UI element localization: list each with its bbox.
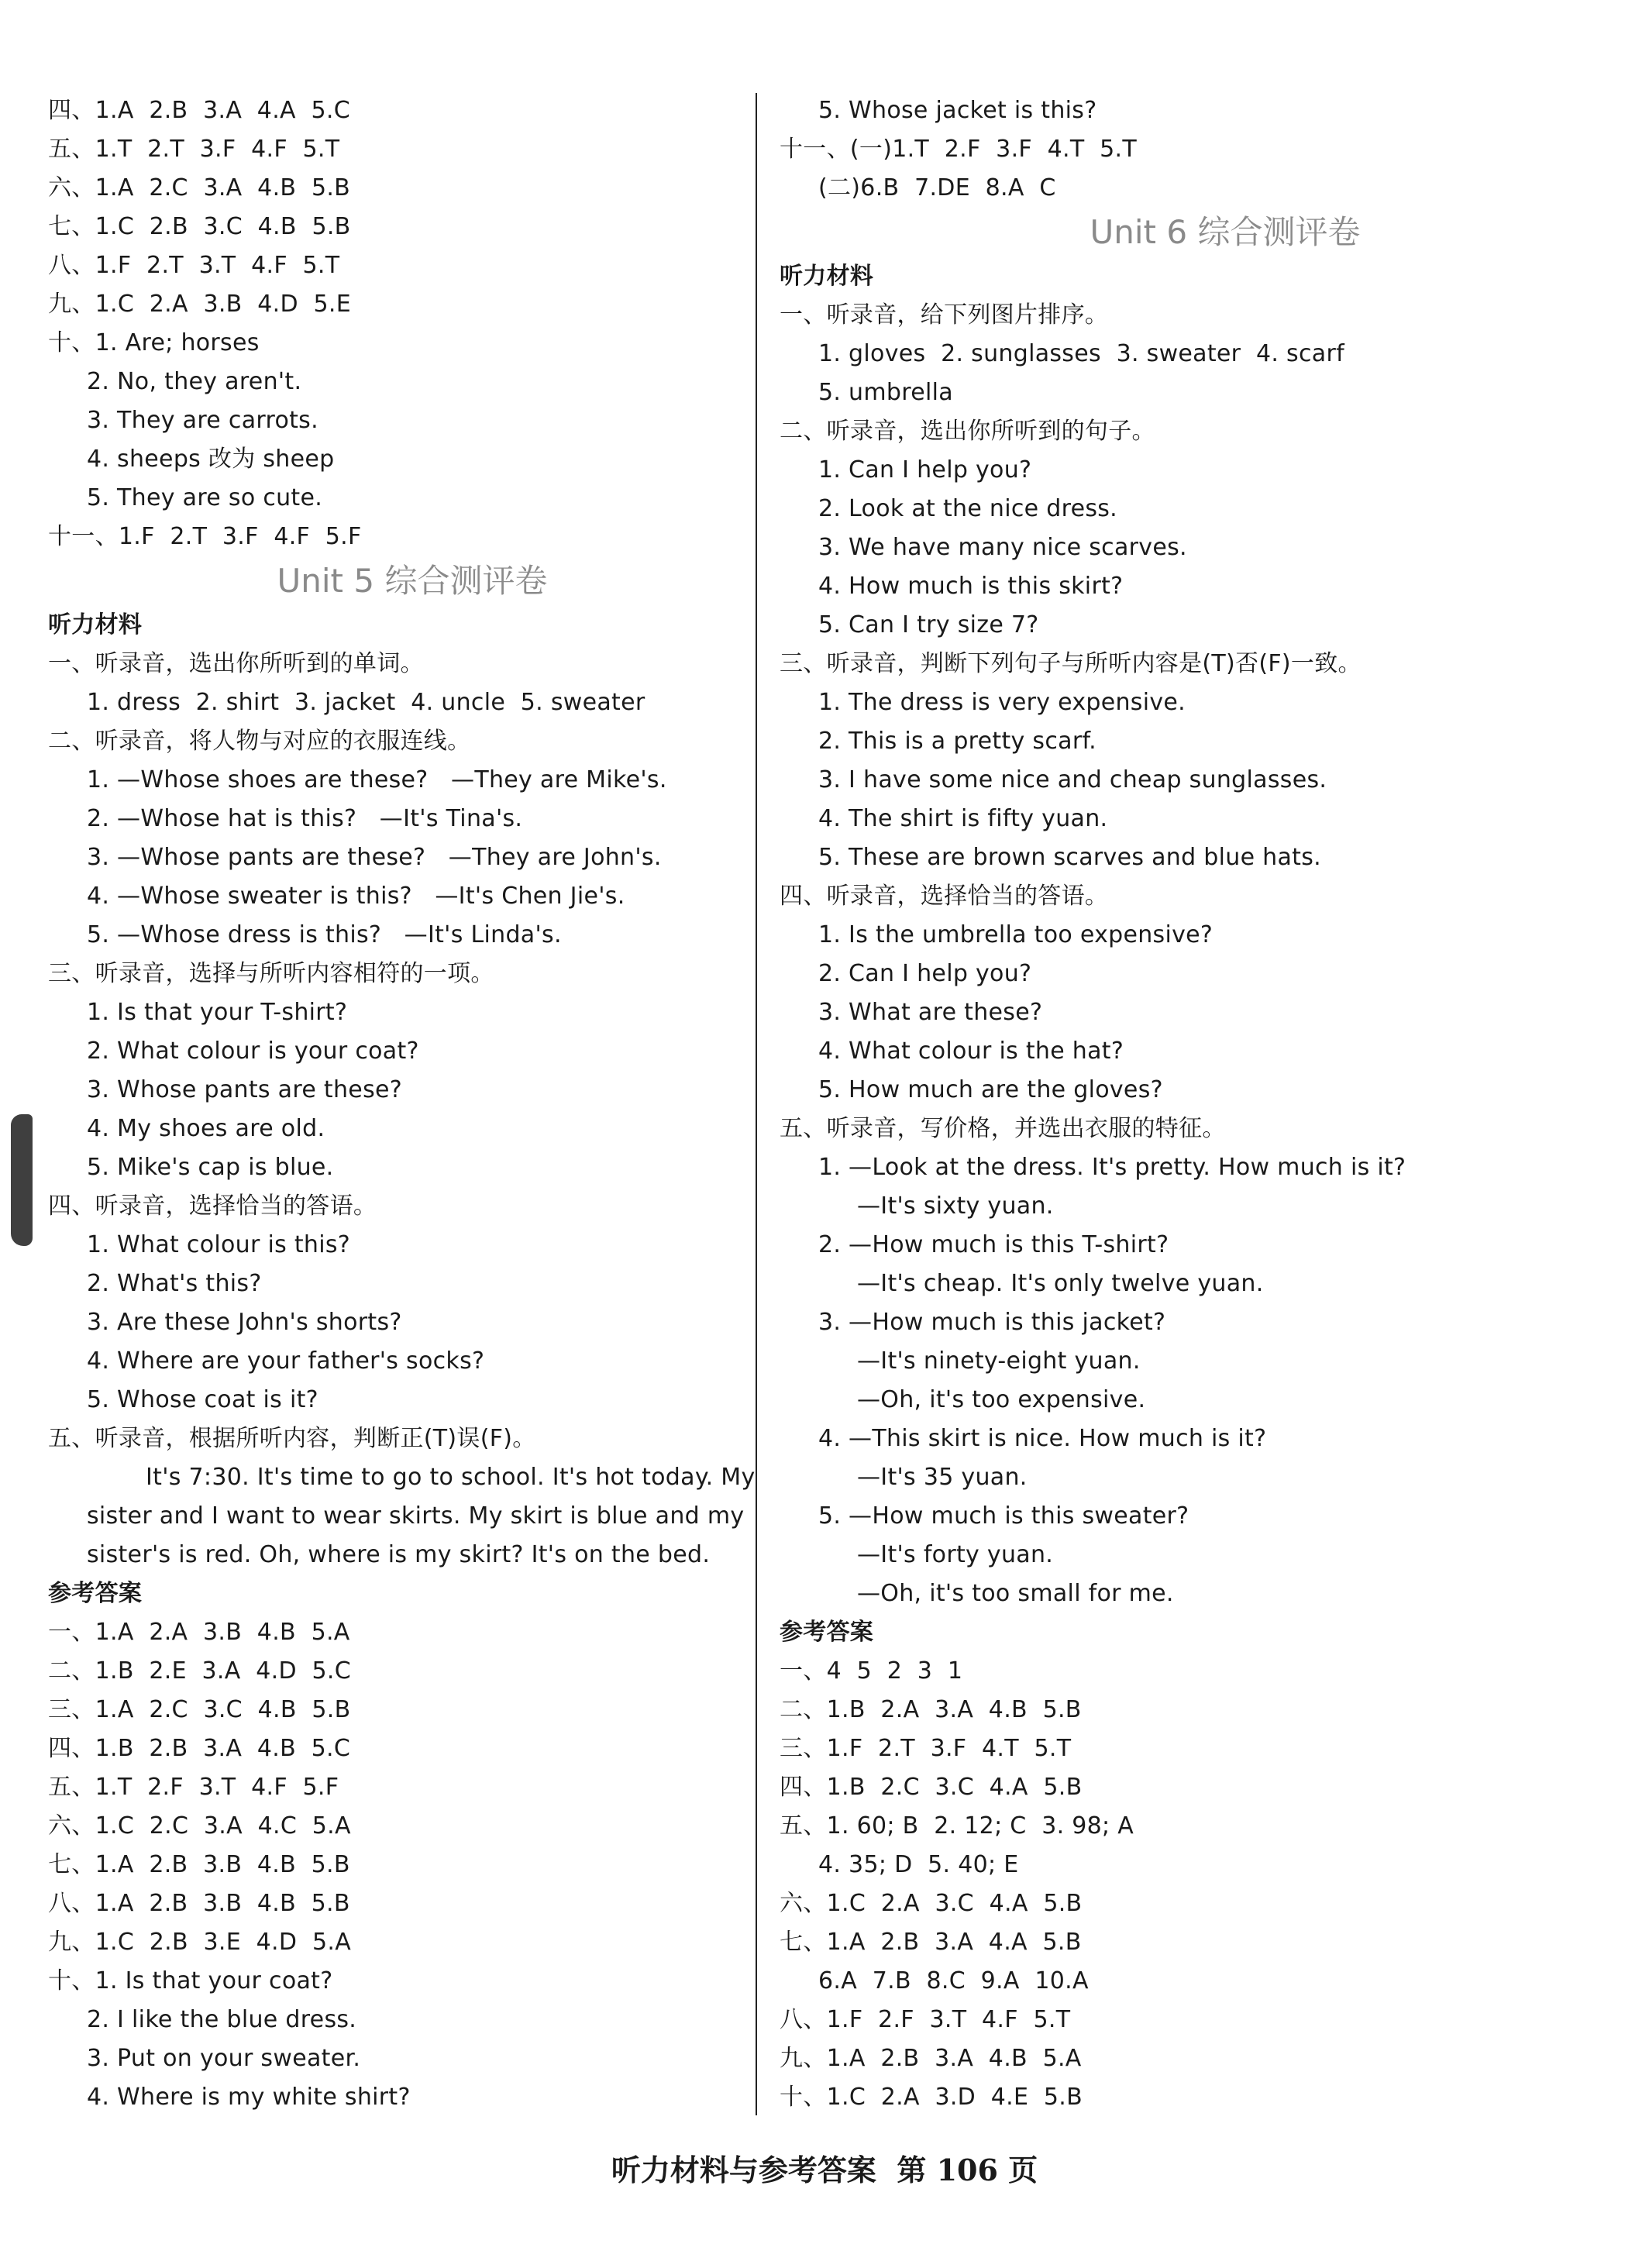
text-line: 4. 35; D 5. 40; E	[818, 1851, 1019, 1878]
text-line: 六、1.A 2.C 3.A 4.B 5.B	[48, 174, 351, 201]
right-column	[780, 91, 1601, 2117]
text-line: 三、听录音，判断下列句子与所听内容是(T)否(F)一致。	[780, 650, 1362, 677]
text-line: 5. —Whose dress is this? —It's Linda's.	[87, 921, 562, 948]
text-line: 3. I have some nice and cheap sunglasses.	[818, 766, 1327, 793]
text-line: 一、听录音，给下列图片排序。	[780, 301, 1109, 329]
text-line: 6.A 7.B 8.C 9.A 10.A	[818, 1967, 1089, 1994]
text-line: 二、听录音，选出你所听到的句子。	[780, 418, 1155, 445]
column-divider	[756, 93, 757, 2115]
text-line: 三、1.A 2.C 3.C 4.B 5.B	[48, 1696, 351, 1723]
text-line: —Oh, it's too expensive.	[857, 1386, 1146, 1413]
text-line: 1. What colour is this?	[87, 1231, 351, 1258]
text-line: 4. What colour is the hat?	[818, 1038, 1124, 1065]
text-line: 七、1.A 2.B 3.A 4.A 5.B	[780, 1929, 1082, 1956]
text-line: 四、听录音，选择恰当的答语。	[48, 1193, 377, 1220]
text-line: 5. They are so cute.	[87, 484, 323, 511]
text-line: sister's is red. Oh, where is my skirt? It's on the bed.	[87, 1541, 711, 1568]
text-line: 1. —Whose shoes are these? —They are Mike's.	[87, 766, 667, 793]
text-line: 3. They are carrots.	[87, 407, 318, 434]
text-line: 三、听录音，选择与所听内容相符的一项。	[48, 960, 494, 987]
text-line: 十、1. Is that your coat?	[48, 1967, 333, 1994]
text-line: 九、1.C 2.B 3.E 4.D 5.A	[48, 1929, 352, 1956]
text-line: 1. gloves 2. sunglasses 3. sweater 4. scarf	[818, 340, 1344, 367]
text-line: 四、1.B 2.B 3.A 4.B 5.C	[48, 1735, 351, 1762]
text-line: 5. These are brown scarves and blue hats.	[818, 844, 1321, 871]
text-line: 5. umbrella	[818, 379, 953, 406]
text-line: 十一、1.F 2.T 3.F 4.F 5.F	[48, 523, 362, 550]
text-line: 三、1.F 2.T 3.F 4.T 5.T	[780, 1735, 1072, 1762]
text-line: 二、听录音，将人物与对应的衣服连线。	[48, 728, 471, 755]
text-line: 六、1.C 2.C 3.A 4.C 5.A	[48, 1812, 351, 1840]
text-line: 5. Mike's cap is blue.	[87, 1154, 334, 1181]
text-line: 十、1. Are; horses	[48, 329, 260, 356]
text-line: 九、1.C 2.A 3.B 4.D 5.E	[48, 291, 352, 318]
section-heading: 参考答案	[780, 1619, 874, 1646]
text-line: 一、4 5 2 3 1	[780, 1657, 963, 1685]
text-line: 十一、(一)1.T 2.F 3.F 4.T 5.T	[780, 136, 1137, 163]
text-line: 2. What's this?	[87, 1270, 262, 1297]
text-line: 五、听录音，写价格，并选出衣服的特征。	[780, 1115, 1226, 1142]
text-line: 4. —This skirt is nice. How much is it?	[818, 1425, 1267, 1452]
text-line: 3. What are these?	[818, 999, 1043, 1026]
text-line: 4. The shirt is fifty yuan.	[818, 805, 1108, 832]
text-line: 四、听录音，选择恰当的答语。	[780, 883, 1109, 910]
text-line: 2. —How much is this T-shirt?	[818, 1231, 1169, 1258]
text-line: 4. Where are your father's socks?	[87, 1347, 485, 1375]
text-line: 八、1.A 2.B 3.B 4.B 5.B	[48, 1890, 350, 1917]
text-line: —It's ninety-eight yuan.	[857, 1347, 1141, 1375]
text-line: 4. My shoes are old.	[87, 1115, 325, 1142]
text-line: 八、1.F 2.T 3.T 4.F 5.T	[48, 252, 340, 279]
text-line: 四、1.B 2.C 3.C 4.A 5.B	[780, 1774, 1083, 1801]
text-line: 1. Is that your T-shirt?	[87, 999, 348, 1026]
text-line: 1. Is the umbrella too expensive?	[818, 921, 1214, 948]
text-line: 八、1.F 2.F 3.T 4.F 5.T	[780, 2006, 1071, 2033]
text-line: 五、1.T 2.T 3.F 4.F 5.T	[48, 136, 340, 163]
text-line: 2. This is a pretty scarf.	[818, 728, 1096, 755]
text-line: 4. sheeps 改为 sheep	[87, 446, 335, 473]
text-line: 四、1.A 2.B 3.A 4.A 5.C	[48, 97, 350, 124]
text-line: 5. —How much is this sweater?	[818, 1502, 1189, 1530]
text-line: 九、1.A 2.B 3.A 4.B 5.A	[780, 2045, 1082, 2072]
unit-title: Unit 6 综合测评卷	[1090, 213, 1361, 251]
text-line: —It's 35 yuan.	[857, 1464, 1028, 1491]
page-footer: 听力材料与参考答案 第 106 页	[611, 2153, 1038, 2187]
text-line: 二、1.B 2.E 3.A 4.D 5.C	[48, 1657, 352, 1685]
text-line: 1. Can I help you?	[818, 456, 1032, 484]
text-line: 5. How much are the gloves?	[818, 1076, 1163, 1103]
text-line: 二、1.B 2.A 3.A 4.B 5.B	[780, 1696, 1082, 1723]
text-line: 5. Whose jacket is this?	[818, 97, 1097, 124]
text-line: 一、1.A 2.A 3.B 4.B 5.A	[48, 1619, 350, 1646]
text-line: —It's sixty yuan.	[857, 1193, 1054, 1220]
text-line: 5. Whose coat is it?	[87, 1386, 318, 1413]
text-line: (二)6.B 7.DE 8.A C	[818, 174, 1056, 201]
section-heading: 听力材料	[780, 263, 874, 290]
text-line: —It's cheap. It's only twelve yuan.	[857, 1270, 1264, 1297]
text-line: —It's forty yuan.	[857, 1541, 1054, 1568]
text-line: 2. I like the blue dress.	[87, 2006, 357, 2033]
text-line: 3. Put on your sweater.	[87, 2045, 361, 2072]
text-line: 4. Where is my white shirt?	[87, 2084, 411, 2111]
text-line: 五、1. 60; B 2. 12; C 3. 98; A	[780, 1812, 1134, 1840]
text-line: 七、1.C 2.B 3.C 4.B 5.B	[48, 213, 351, 240]
text-line: 2. Can I help you?	[818, 960, 1032, 987]
text-line: 1. —Look at the dress. It's pretty. How much is it?	[818, 1154, 1406, 1181]
text-line: 2. Look at the nice dress.	[818, 495, 1118, 522]
text-line: 4. —Whose sweater is this? —It's Chen Jie's.	[87, 883, 625, 910]
text-line: —Oh, it's too small for me.	[857, 1580, 1174, 1607]
scan-smudge	[11, 1114, 33, 1246]
text-line: 5. Can I try size 7?	[818, 611, 1039, 638]
text-line: 五、1.T 2.F 3.T 4.F 5.F	[48, 1774, 339, 1801]
unit-title: Unit 5 综合测评卷	[277, 562, 548, 600]
text-line: 4. How much is this skirt?	[818, 573, 1124, 600]
text-line: 2. What colour is your coat?	[87, 1038, 419, 1065]
text-line: 六、1.C 2.A 3.C 4.A 5.B	[780, 1890, 1083, 1917]
text-line: 七、1.A 2.B 3.B 4.B 5.B	[48, 1851, 350, 1878]
text-line: 2. No, they aren't.	[87, 368, 302, 395]
text-line: 3. We have many nice scarves.	[818, 534, 1187, 561]
text-line: 2. —Whose hat is this? —It's Tina's.	[87, 805, 523, 832]
section-heading: 听力材料	[48, 611, 143, 638]
text-line: 3. —Whose pants are these? —They are John's.	[87, 844, 662, 871]
text-line: 一、听录音，选出你所听到的单词。	[48, 650, 424, 677]
text-line: 3. Are these John's shorts?	[87, 1309, 402, 1336]
text-line: 3. —How much is this jacket?	[818, 1309, 1166, 1336]
left-column	[48, 91, 756, 2117]
text-line: sister and I want to wear skirts. My skirt is blue and my	[87, 1502, 745, 1530]
text-line: 3. Whose pants are these?	[87, 1076, 402, 1103]
text-line: 五、听录音，根据所听内容，判断正(T)误(F)。	[48, 1425, 536, 1452]
text-line: 1. The dress is very expensive.	[818, 689, 1186, 716]
text-line: It's 7:30. It's time to go to school. It's hot today. My	[146, 1464, 756, 1491]
text-line: 十、1.C 2.A 3.D 4.E 5.B	[780, 2084, 1083, 2111]
text-line: 1. dress 2. shirt 3. jacket 4. uncle 5. sweater	[87, 689, 645, 716]
section-heading: 参考答案	[48, 1580, 143, 1607]
